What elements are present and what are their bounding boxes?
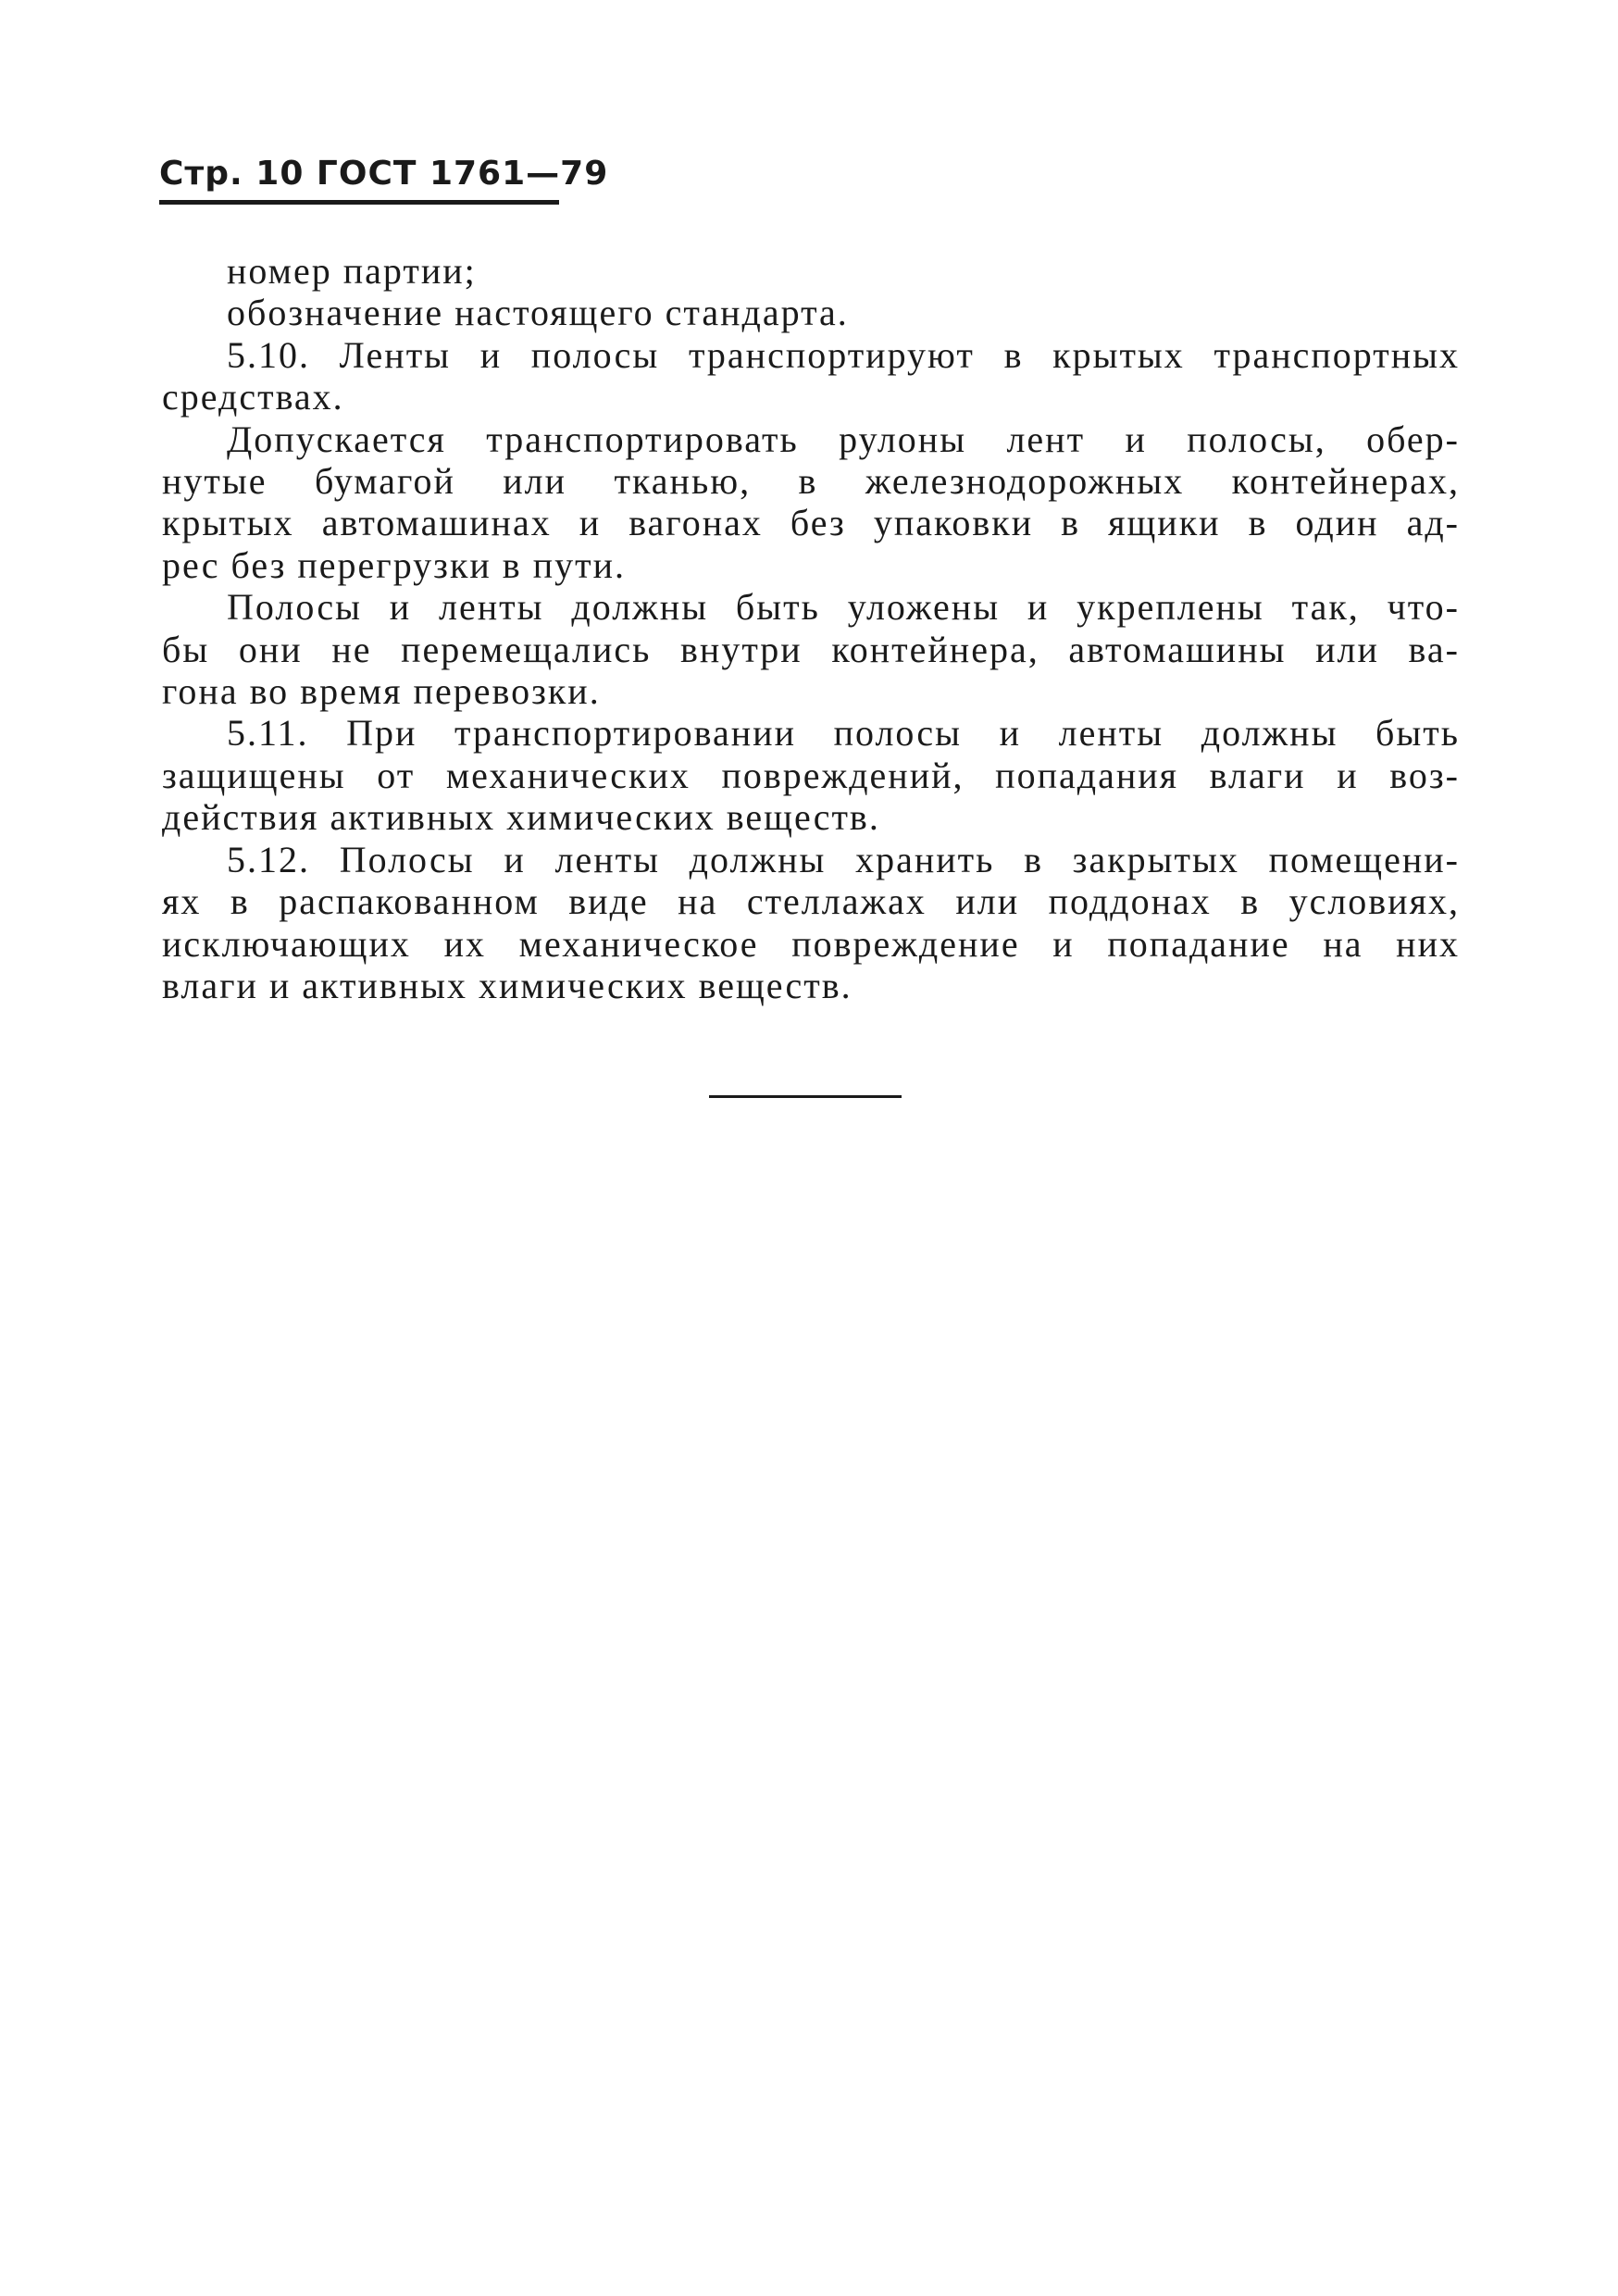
body-line: бы они не перемещались внутри контейнера, автомашины или ва- [162, 628, 1460, 670]
paragraph-5-11-line: 5.11. При транспортировании полосы и ленты должны быть [227, 712, 1460, 755]
end-of-section-rule [709, 1095, 902, 1098]
paragraph-5-10-line: средствах. [162, 376, 344, 418]
body-line: нутые бумагой или тканью, в железнодорожных контейнерах, [162, 460, 1460, 503]
paragraph-5-12-line: влаги и активных химических веществ. [162, 964, 853, 1006]
body-line: Полосы и ленты должны быть уложены и укреплены так, что- [227, 586, 1460, 629]
body-line: крытых автомашинах и вагонах без упаковки в ящики в один ад- [162, 502, 1460, 544]
paragraph-5-10-line: 5.10. Ленты и полосы транспортируют в крытых транспортных [227, 333, 1460, 376]
document-body [162, 250, 1460, 1006]
body-line: гона во время перевозки. [162, 670, 601, 713]
body-line: номер партии; [227, 250, 477, 292]
body-line: Допускается транспортировать рулоны лент и полосы, обер- [227, 418, 1460, 460]
paragraph-5-12-line: ях в распакованном виде на стеллажах или поддонах в условиях, [162, 880, 1460, 923]
paragraph-5-12-line: 5.12. Полосы и ленты должны хранить в закрытых помещени- [227, 838, 1460, 880]
page-number-header: Стр. 10 ГОСТ 1761—79 [159, 155, 609, 193]
paragraph-5-12-line: исключающих их механическое повреждение и попадание на них [162, 922, 1460, 965]
page-header [159, 154, 609, 209]
paragraph-5-11-line: защищены от механических повреждений, попадания влаги и воз- [162, 754, 1460, 796]
paragraph-5-11-line: действия активных химических веществ. [162, 796, 880, 839]
header-divider [159, 200, 559, 205]
body-line: обозначение настоящего стандарта. [227, 292, 849, 334]
body-line: рес без перегрузки в пути. [162, 543, 626, 586]
